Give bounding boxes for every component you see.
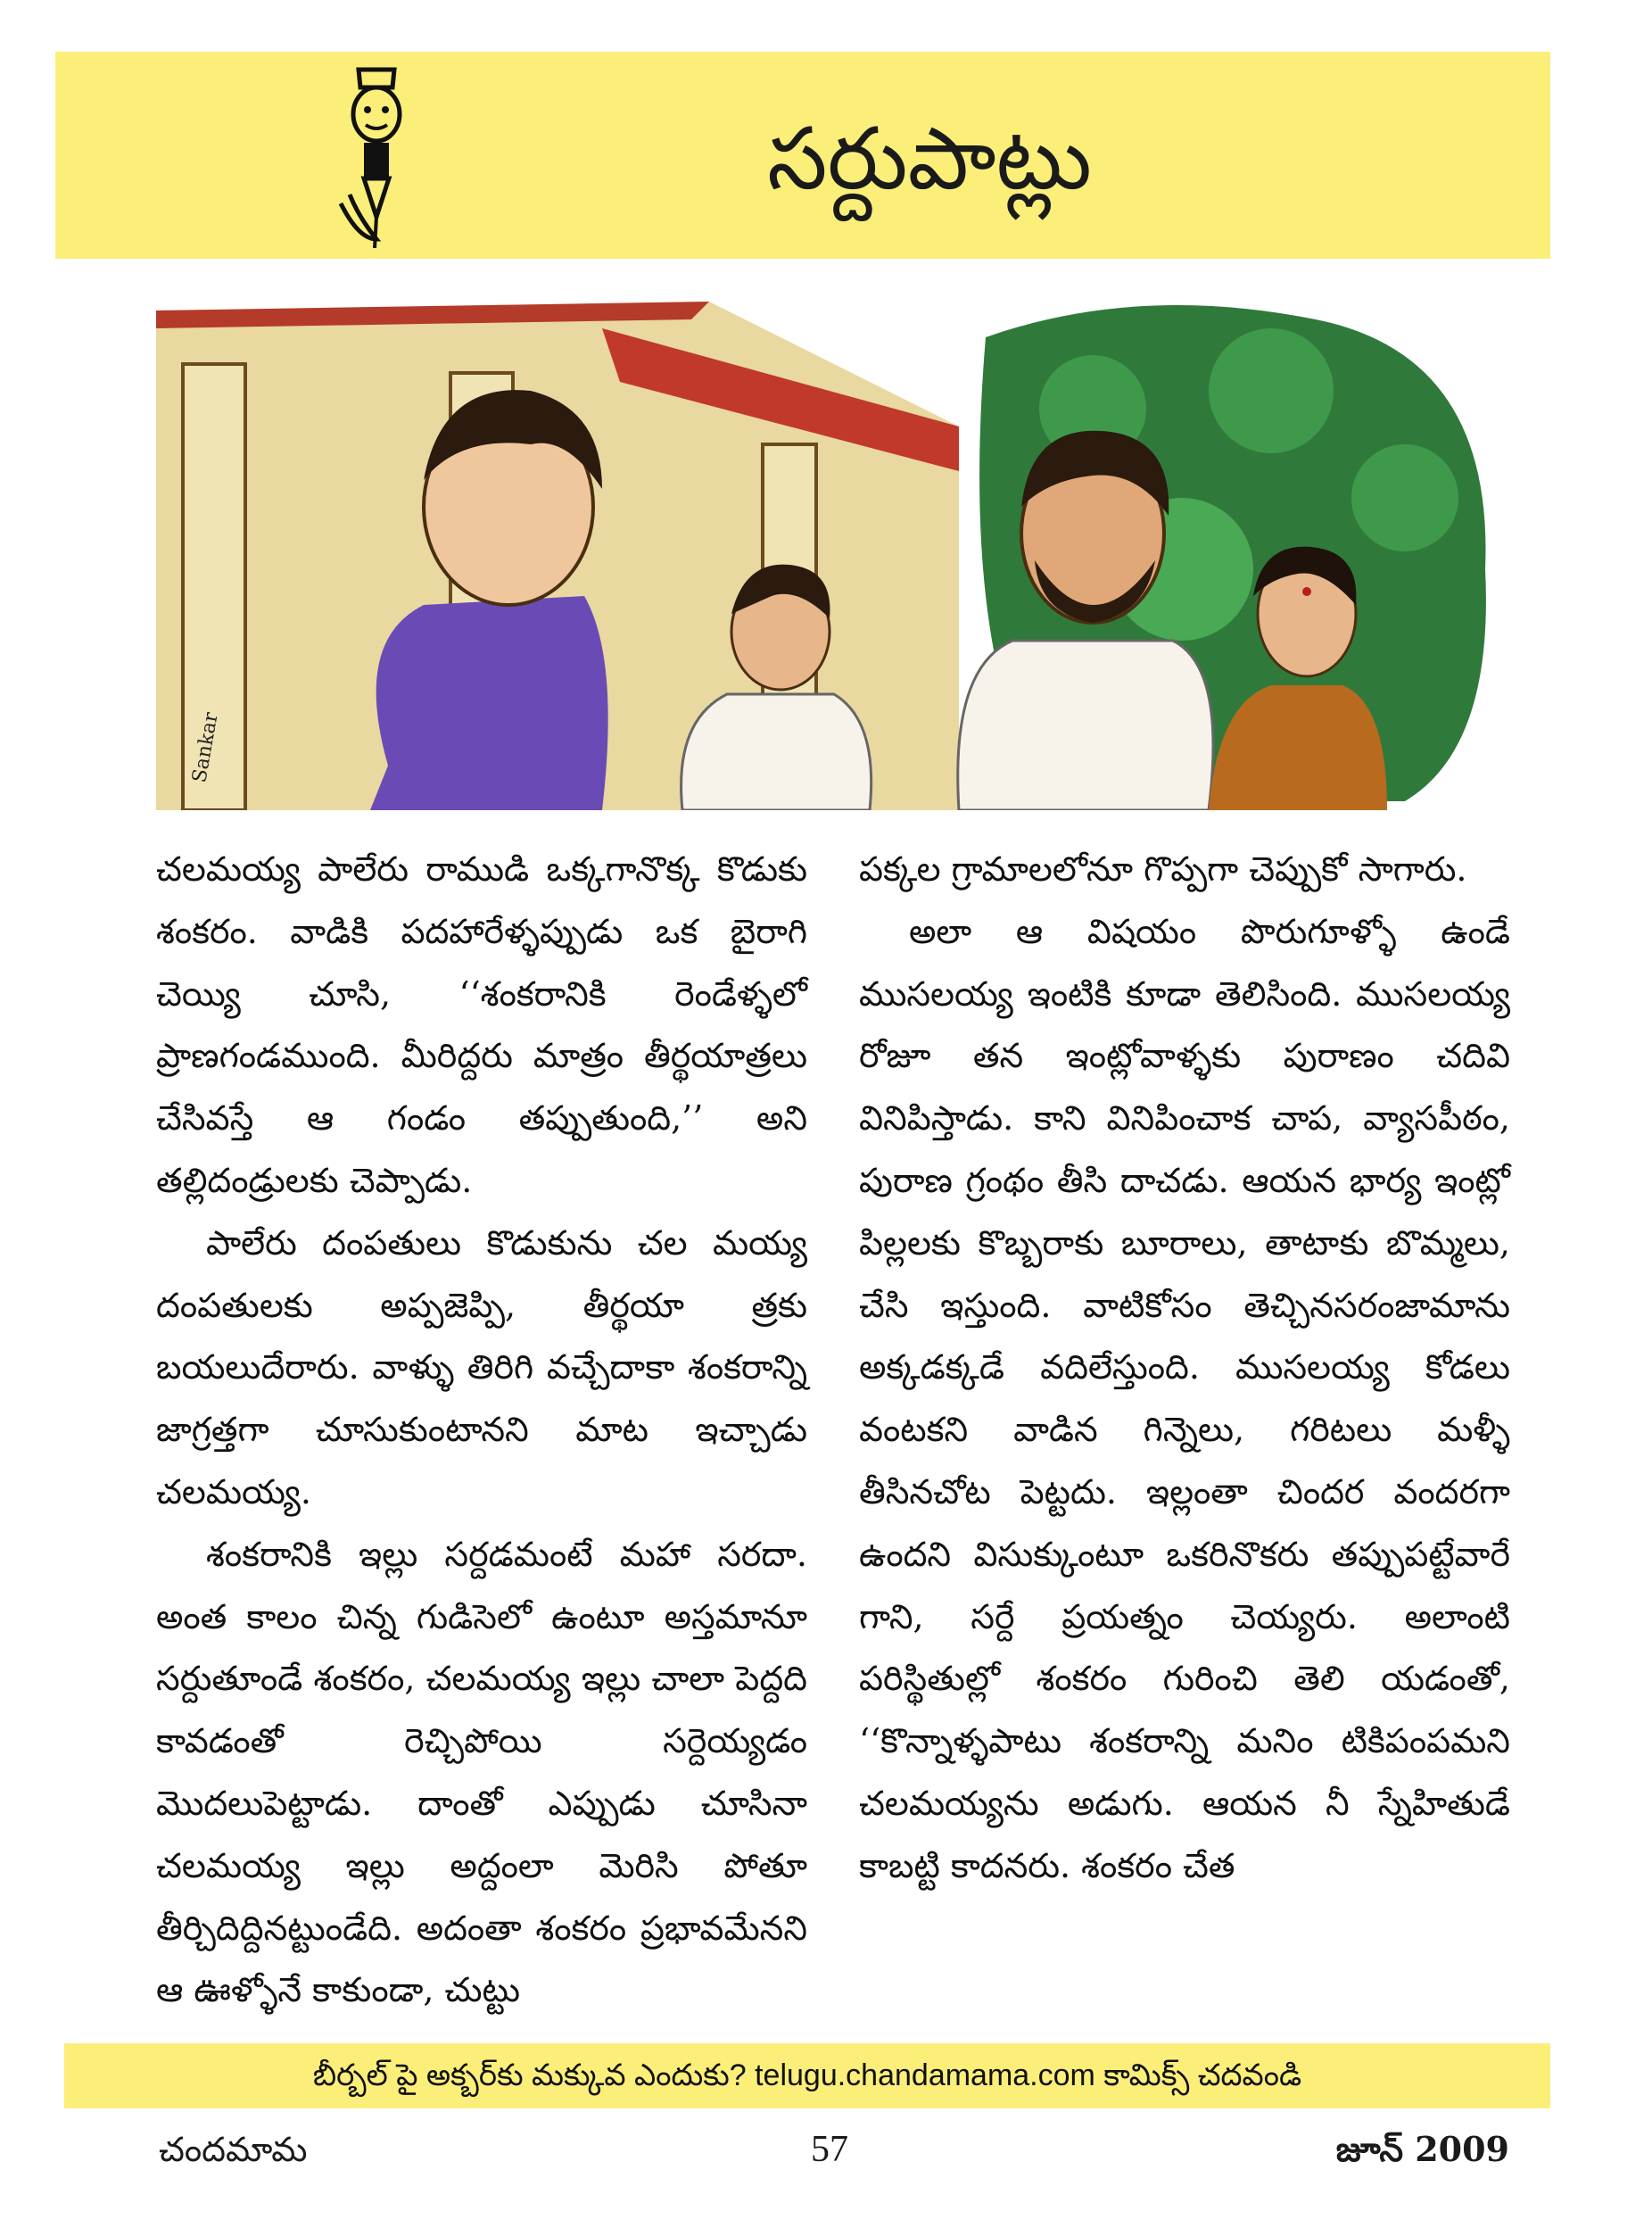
pen-mascot-icon xyxy=(323,61,430,253)
story-illustration xyxy=(156,302,1503,810)
paragraph: పక్కల గ్రామాలలోనూ గొప్పగా చెప్పుకో సాగారు. xyxy=(859,849,1467,889)
story-column-right xyxy=(859,839,1510,1898)
title-banner xyxy=(55,52,1550,259)
paragraph: అలా ఆ విషయం పొరుగూళ్ళో ఉండే ముసలయ్య ఇంటికి కూడా తెలిసింది. ముసలయ్య రోజూ తన ఇంట్లోవాళ్ళకు పురాణం చదివి వినిపిస్తాడు. కాని వినిపించాక చాప, వ్యాసపీఠం, పురాణ గ్రంథం తీసి దాచడు. ఆయన భార్య ఇంట్లో పిల్లలకు కొబ్బరాకు బూరాలు, తాటాకు బొమ్మలు, చేసి ఇస్తుంది. వాటికోసం తెచ్చినసరంజామాను అక్కడక్కడే వదిలేస్తుంది. ముసలయ్య కోడలు వంటకని వాడిన గిన్నెలు, గరిటలు మళ్ళీ తీసినచోట పెట్టదు. ఇల్లంతా చిందర వందరగా ఉందని విసుక్కుంటూ ఒకరినొకరు తప్పుపట్టేవారే గాని, సర్దే ప్రయత్నం చెయ్యరు. అలాంటి పరిస్థితుల్లో శంకరం గురించి తెలి యడంతో, ‘‘కొన్నాళ్ళపాటు శంకరాన్ని మనిం టికిపంపమని చలమయ్యను అడుగు. ఆయన నీ స్నేహితుడే కాబట్టి కాదనరు. శంకరం చేత xyxy=(859,911,1510,1885)
story-title: సర్దుపాట్లు xyxy=(767,109,1092,209)
paragraph: శంకరానికి ఇల్లు సర్దడమంటే మహా సరదా. అంత కాలం చిన్న గుడిసెలో ఉంటూ అస్తమానూ సర్దుతూండే శంకరం, చలమయ్య ఇల్లు చాలా పెద్దది కావడంతో రెచ్చిపోయి సర్దెయ్యడం మొదలుపెట్టాడు. దాంతో ఎప్పుడు చూసినా చలమయ్య ఇల్లు అద్దంలా మెరిసి పోతూ తీర్చిదిద్దినట్టుండేది. అదంతా శంకరం ప్రభావమేనని ఆ ఊళ్ళోనే కాకుండా, చుట్టు xyxy=(156,1534,807,2010)
paragraph: చలమయ్య పాలేరు రాముడి ఒక్కగానొక్క కొడుకు శంకరం. వాడికి పదహారేళ్ళప్పుడు ఒక బైరాగి చెయ్యి చూసి, ‘‘శంకరానికి రెండేళ్ళలో ప్రాణగండముంది. మీరిద్దరు మాత్రం తీర్థయాత్రలు చేసివస్తే ఆ గండం తప్పుతుంది,’’ అని తల్లిదండ్రులకు చెప్పాడు. xyxy=(156,849,807,1200)
paragraph: పాలేరు దంపతులు కొడుకును చల మయ్య దంపతులకు అప్పజెప్పి, తీర్థయా త్రకు బయలుదేరారు. వాళ్ళు తిరిగి వచ్చేదాకా శంకరాన్ని జాగ్రత్తగా చూసుకుంటానని మాట ఇచ్చాడు చలమయ్య. xyxy=(156,1222,807,1511)
magazine-name: చందమామ xyxy=(159,2130,308,2169)
story-column-left xyxy=(156,839,807,2022)
page-number: 57 xyxy=(811,2129,848,2170)
issue-date: జూన్ 2009 xyxy=(1335,2129,1509,2169)
comics-promo-banner[interactable]: బీర్బల్ పై అక్బర్‌కు మక్కువ ఎందుకు? telugu.chandamama.com కామిక్స్ చదవండి xyxy=(64,2043,1550,2108)
artist-signature: Sankar xyxy=(188,710,223,785)
